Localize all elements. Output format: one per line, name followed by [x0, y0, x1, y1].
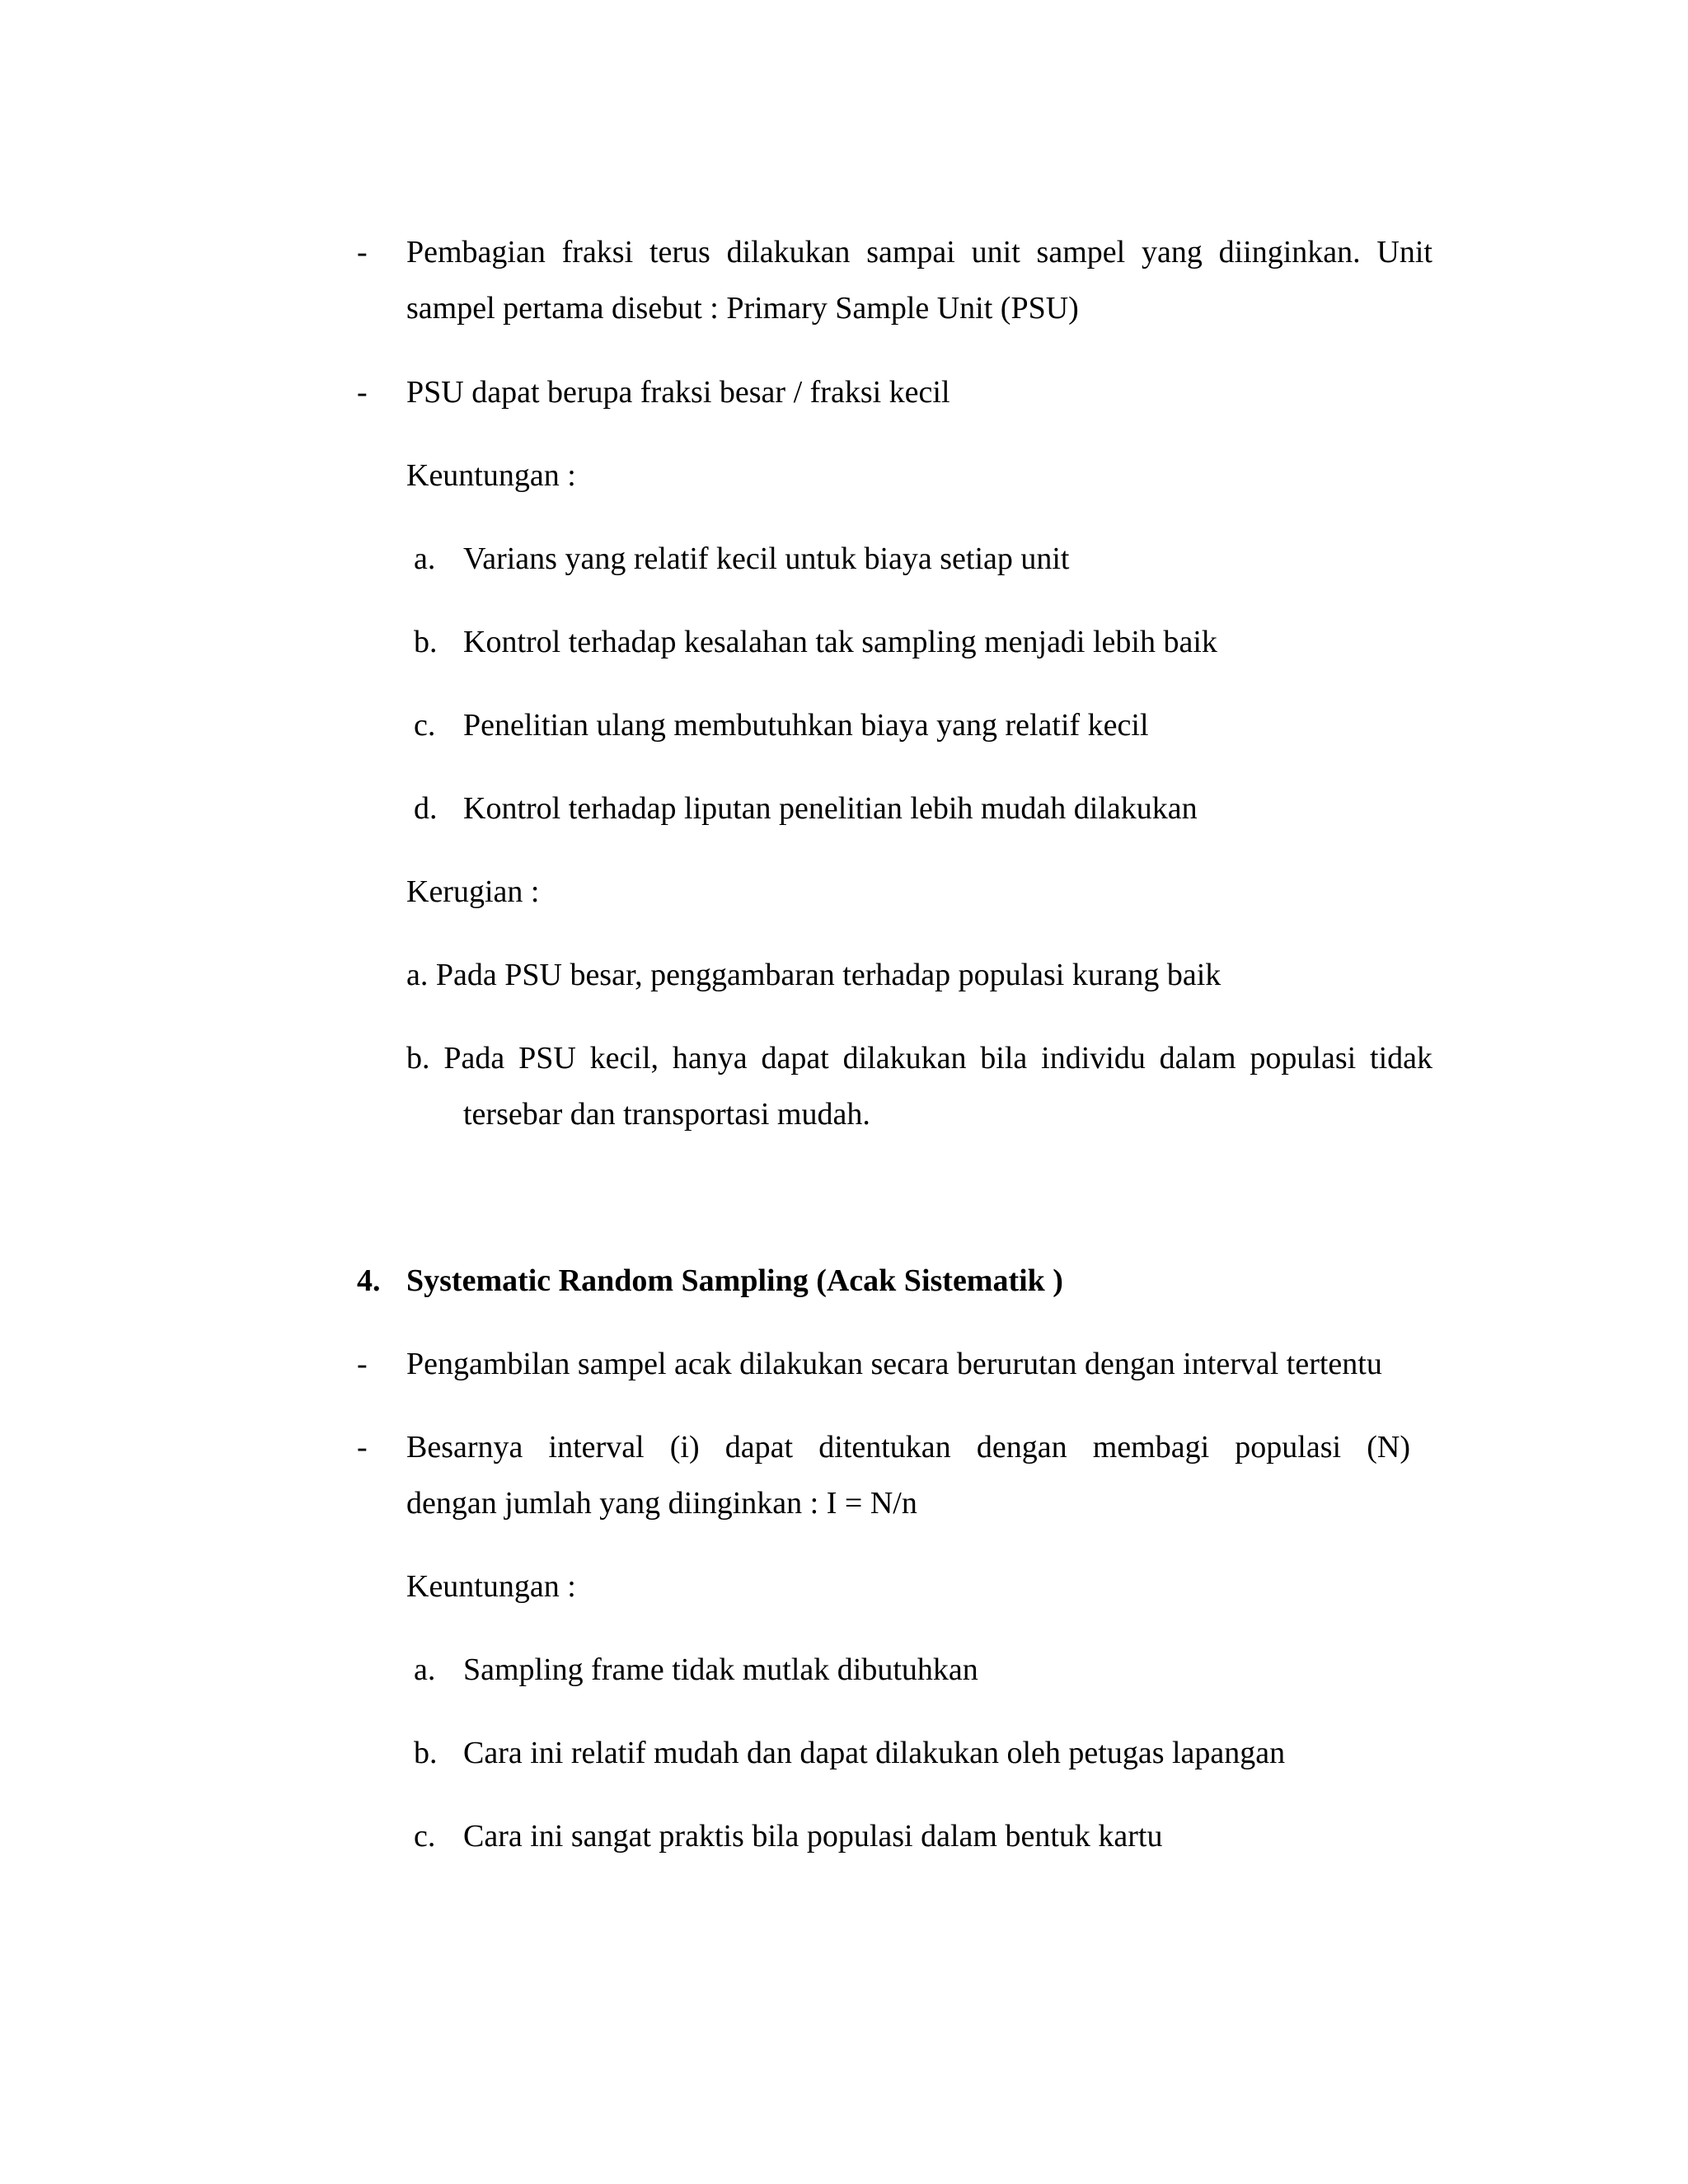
list-marker: b.	[414, 625, 438, 659]
list-marker: d.	[414, 791, 438, 826]
bullet-text: PSU dapat berupa fraksi besar / fraksi kecil	[406, 375, 950, 410]
list-item: Kontrol terhadap liputan penelitian lebih mudah dilakukan	[463, 791, 1198, 826]
bullet-text: Pengambilan sampel acak dilakukan secara berurutan dengan interval tertentu	[406, 1347, 1382, 1381]
list-item: Varians yang relatif kecil untuk biaya setiap unit	[463, 541, 1070, 576]
list-marker: c.	[414, 708, 436, 743]
list-item: a. Pada PSU besar, penggambaran terhadap populasi kurang baik	[406, 958, 1221, 992]
bullet-dash: -	[357, 375, 368, 410]
list-item: Cara ini sangat praktis bila populasi dalam bentuk kartu	[463, 1819, 1163, 1854]
advantages-heading: Keuntungan :	[406, 1569, 576, 1604]
section-title: Systematic Random Sampling (Acak Sistematik )	[406, 1263, 1063, 1298]
list-item: Sampling frame tidak mutlak dibutuhkan	[463, 1652, 978, 1687]
list-item: Kontrol terhadap kesalahan tak sampling menjadi lebih baik	[463, 625, 1217, 659]
list-marker: a.	[414, 541, 436, 576]
advantages-heading: Keuntungan :	[406, 458, 576, 493]
bullet-dash: -	[357, 1347, 368, 1381]
bullet-dash: -	[357, 235, 368, 269]
list-marker: c.	[414, 1819, 436, 1854]
list-item: b. Pada PSU kecil, hanya dapat dilakukan bila individu dalam populasi tidak	[406, 1041, 1432, 1076]
list-marker: a.	[414, 1652, 436, 1687]
bullet-dash: -	[357, 1430, 368, 1465]
disadvantages-heading: Kerugian :	[406, 874, 540, 909]
bullet-text: Besarnya interval (i) dapat ditentukan dengan membagi populasi (N)	[406, 1430, 1410, 1465]
list-marker: b.	[414, 1736, 438, 1770]
list-item: Penelitian ulang membutuhkan biaya yang relatif kecil	[463, 708, 1149, 743]
list-item-continued: tersebar dan transportasi mudah.	[463, 1097, 870, 1132]
bullet-text-continued: dengan jumlah yang diinginkan : I = N/n	[406, 1486, 917, 1521]
list-item: Cara ini relatif mudah dan dapat dilakukan oleh petugas lapangan	[463, 1736, 1286, 1770]
bullet-text: Pembagian fraksi terus dilakukan sampai unit sampel yang diinginkan. Unit	[406, 235, 1432, 269]
section-number: 4.	[357, 1263, 381, 1298]
bullet-text-continued: sampel pertama disebut : Primary Sample Unit (PSU)	[406, 291, 1079, 326]
